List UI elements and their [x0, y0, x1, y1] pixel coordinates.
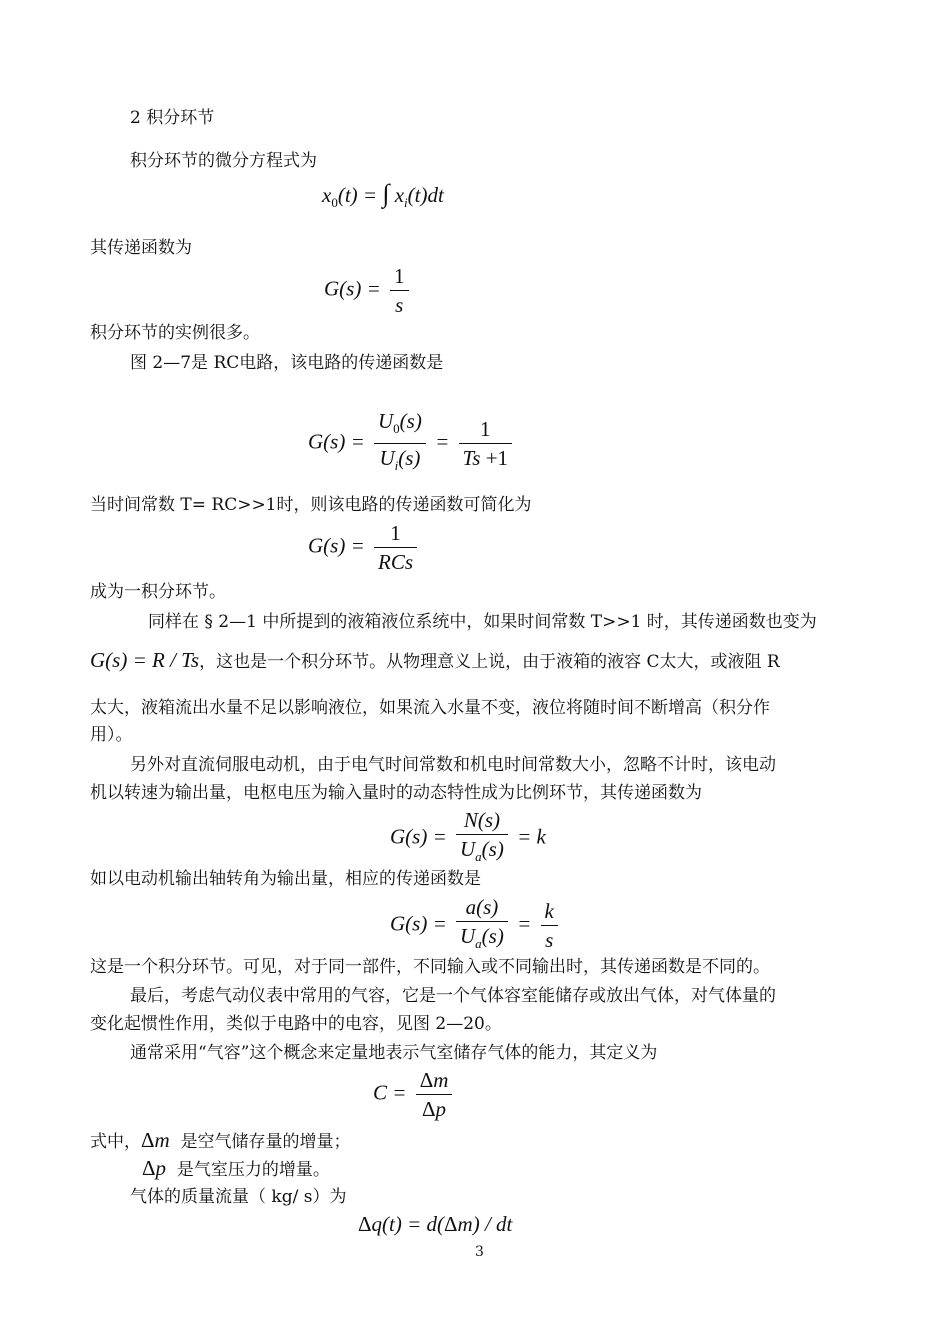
paragraph-text: 另外对直流伺服电动机，由于电气时间常数和机电时间常数大小，忽略不计时，该电动 — [130, 755, 776, 775]
section-heading: 2 积分环节 — [130, 108, 215, 128]
paragraph-text: 图 2—7是 RC电路，该电路的传递函数是 — [130, 353, 444, 373]
paragraph-text: 积分环节的微分方程式为 — [130, 151, 317, 171]
paragraph-text: 其传递函数为 — [90, 238, 192, 258]
paragraph-text: 通常采用“气容”这个概念来定量地表示气室储存气体的能力，其定义为 — [130, 1043, 658, 1063]
paragraph-text: 式中，Δm 是空气储存量的增量； — [90, 1128, 351, 1152]
equation-rc-circuit: G(s) = $\frac{U_0(s)}{U_i(s)}$ = $\frac{1}{Ts +1}$ — [308, 409, 516, 478]
page-number: 3 — [475, 1244, 484, 1260]
paragraph-text: 这是一个积分环节。可见，对于同一部件，不同输入或不同输出时，其传递函数是不同的。 — [90, 957, 770, 977]
paragraph-text: 当时间常数 T= RC>>1时，则该电路的传递函数可简化为 — [90, 495, 532, 515]
paragraph-text: Δp 是气室压力的增量。 — [142, 1156, 330, 1180]
paragraph-text: 如以电动机输出轴转角为输出量，相应的传递函数是 — [90, 869, 481, 889]
paragraph-text: 积分环节的实例很多。 — [90, 323, 260, 343]
paragraph-text: 用）。 — [90, 725, 133, 745]
equation-mass-flow: Δq(t) = d(Δm) / dt — [358, 1212, 513, 1236]
paragraph-text: 太大，液箱流出水量不足以影响液位，如果流入水量不变，液位将随时间不断增高（积分作 — [90, 698, 770, 718]
paragraph-text: 变化起惯性作用，类似于电路中的电容，见图 2—20。 — [90, 1014, 502, 1034]
paragraph-text: 气体的质量流量（ kg/ s）为 — [130, 1187, 347, 1207]
equation-transfer-integral: G(s) = $\frac{1}{s}$ — [324, 264, 413, 317]
equation-capacitance: C = $\frac{\Delta m}{\Delta p}$ — [373, 1068, 456, 1121]
equation-motor-speed: G(s) = $\frac{N(s)}{U_a(s)}$ = k — [390, 808, 546, 864]
equation-integral: $x_0(t)$ = ∫ $x_i(t)dt$ — [322, 179, 444, 210]
paragraph-text: 成为一积分环节。 — [90, 582, 226, 602]
paragraph-text: 同样在 § 2—1 中所提到的液箱液位系统中，如果时间常数 T>>1 时，其传递函数也变为 — [148, 612, 817, 632]
inline-equation: G(s) = R / Ts — [90, 648, 200, 672]
paragraph-text: 机以转速为输出量，电枢电压为输入量时的动态特性成为比例环节，其传递函数为 — [90, 783, 702, 803]
paragraph-text: G(s) = R / Ts，这也是一个积分环节。从物理意义上说，由于液箱的液容 C太大，或液阻 R — [90, 648, 780, 672]
equation-motor-angle: G(s) = $\frac{a(s)}{U_a(s)}$ = $\frac{k}{s}$ — [390, 895, 562, 956]
paragraph-text: 最后，考虑气动仪表中常用的气容，它是一个气体容室能储存或放出气体，对气体量的 — [130, 986, 776, 1006]
equation-rc-simplified: G(s) = $\frac{1}{\text{RCs}}$ — [308, 521, 421, 574]
